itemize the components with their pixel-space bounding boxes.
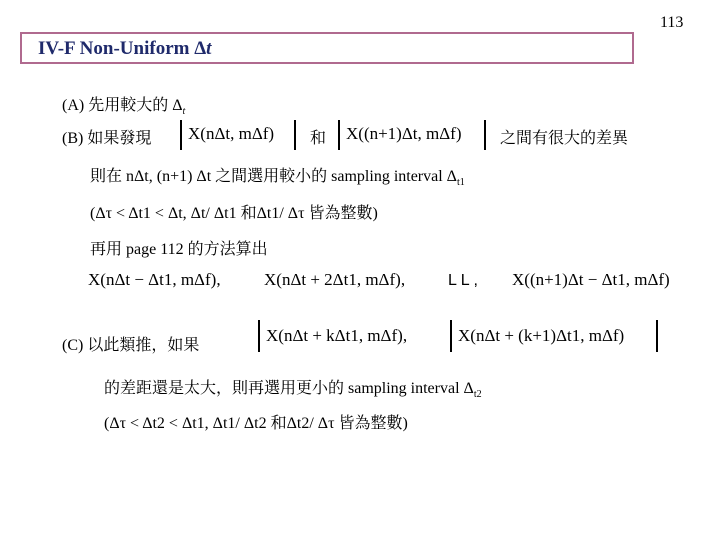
abs-bar [258, 320, 260, 352]
formula-f5: X((n+1)Δt − Δt1, mΔf) [512, 270, 670, 289]
line-a-text: (A) 先用較大的 Δ [62, 97, 183, 114]
line-b-tail: 之間有很大的差異 [500, 130, 629, 147]
line-a [62, 92, 185, 117]
formula-f6: X(nΔt + kΔt1, mΔf), [266, 326, 408, 345]
formula-f7: X(nΔt + (k+1)Δt1, mΔf) [458, 326, 625, 345]
title-sub: t [206, 38, 212, 59]
abs-bar [484, 120, 486, 150]
page-number: 113 [660, 14, 684, 31]
line-b-label: (B) 如果發現 [62, 130, 152, 147]
line-c-label: (C) 以此類推，如果 [62, 337, 200, 354]
abs-bar [338, 120, 340, 150]
formula-f4: X(nΔt + 2Δt1, mΔf), [264, 270, 406, 289]
line-b2 [90, 163, 465, 188]
line-b4: 再用 page 112 的方法算出 [90, 241, 268, 258]
line-c3: (Δτ < Δt2 < Δt1, Δt1/ Δt2 和Δt2/ Δτ 皆為整數) [104, 415, 408, 432]
line-c2 [104, 375, 482, 400]
formula-f2: X((n+1)Δt, mΔf) [346, 124, 462, 143]
abs-bar [656, 320, 658, 352]
ellipsis: L L , [448, 272, 478, 289]
abs-bar [180, 120, 182, 150]
title-prefix: IV-F Non-Uniform [38, 38, 195, 59]
abs-bar [450, 320, 452, 352]
line-c2-text: 的差距還是太大，則再選用更小的 sampling interval Δ [104, 380, 474, 397]
formula-f1: X(nΔt, mΔf) [188, 124, 275, 143]
line-b2-text: 則在 nΔt, (n+1) Δt 之間選用較小的 sampling interval Δ [90, 168, 457, 185]
abs-bar [294, 120, 296, 150]
line-a-sub: t [182, 106, 186, 118]
line-b-and: 和 [310, 130, 327, 147]
line-b2-sub: t1 [456, 177, 465, 189]
title-delta: Δ [194, 38, 207, 59]
line-c2-sub: t2 [473, 389, 482, 401]
page-title [38, 38, 211, 60]
line-b3: (Δτ < Δt1 < Δt, Δt/ Δt1 和Δt1/ Δτ 皆為整數) [90, 205, 378, 222]
formula-f3: X(nΔt − Δt1, mΔf), [88, 270, 221, 289]
